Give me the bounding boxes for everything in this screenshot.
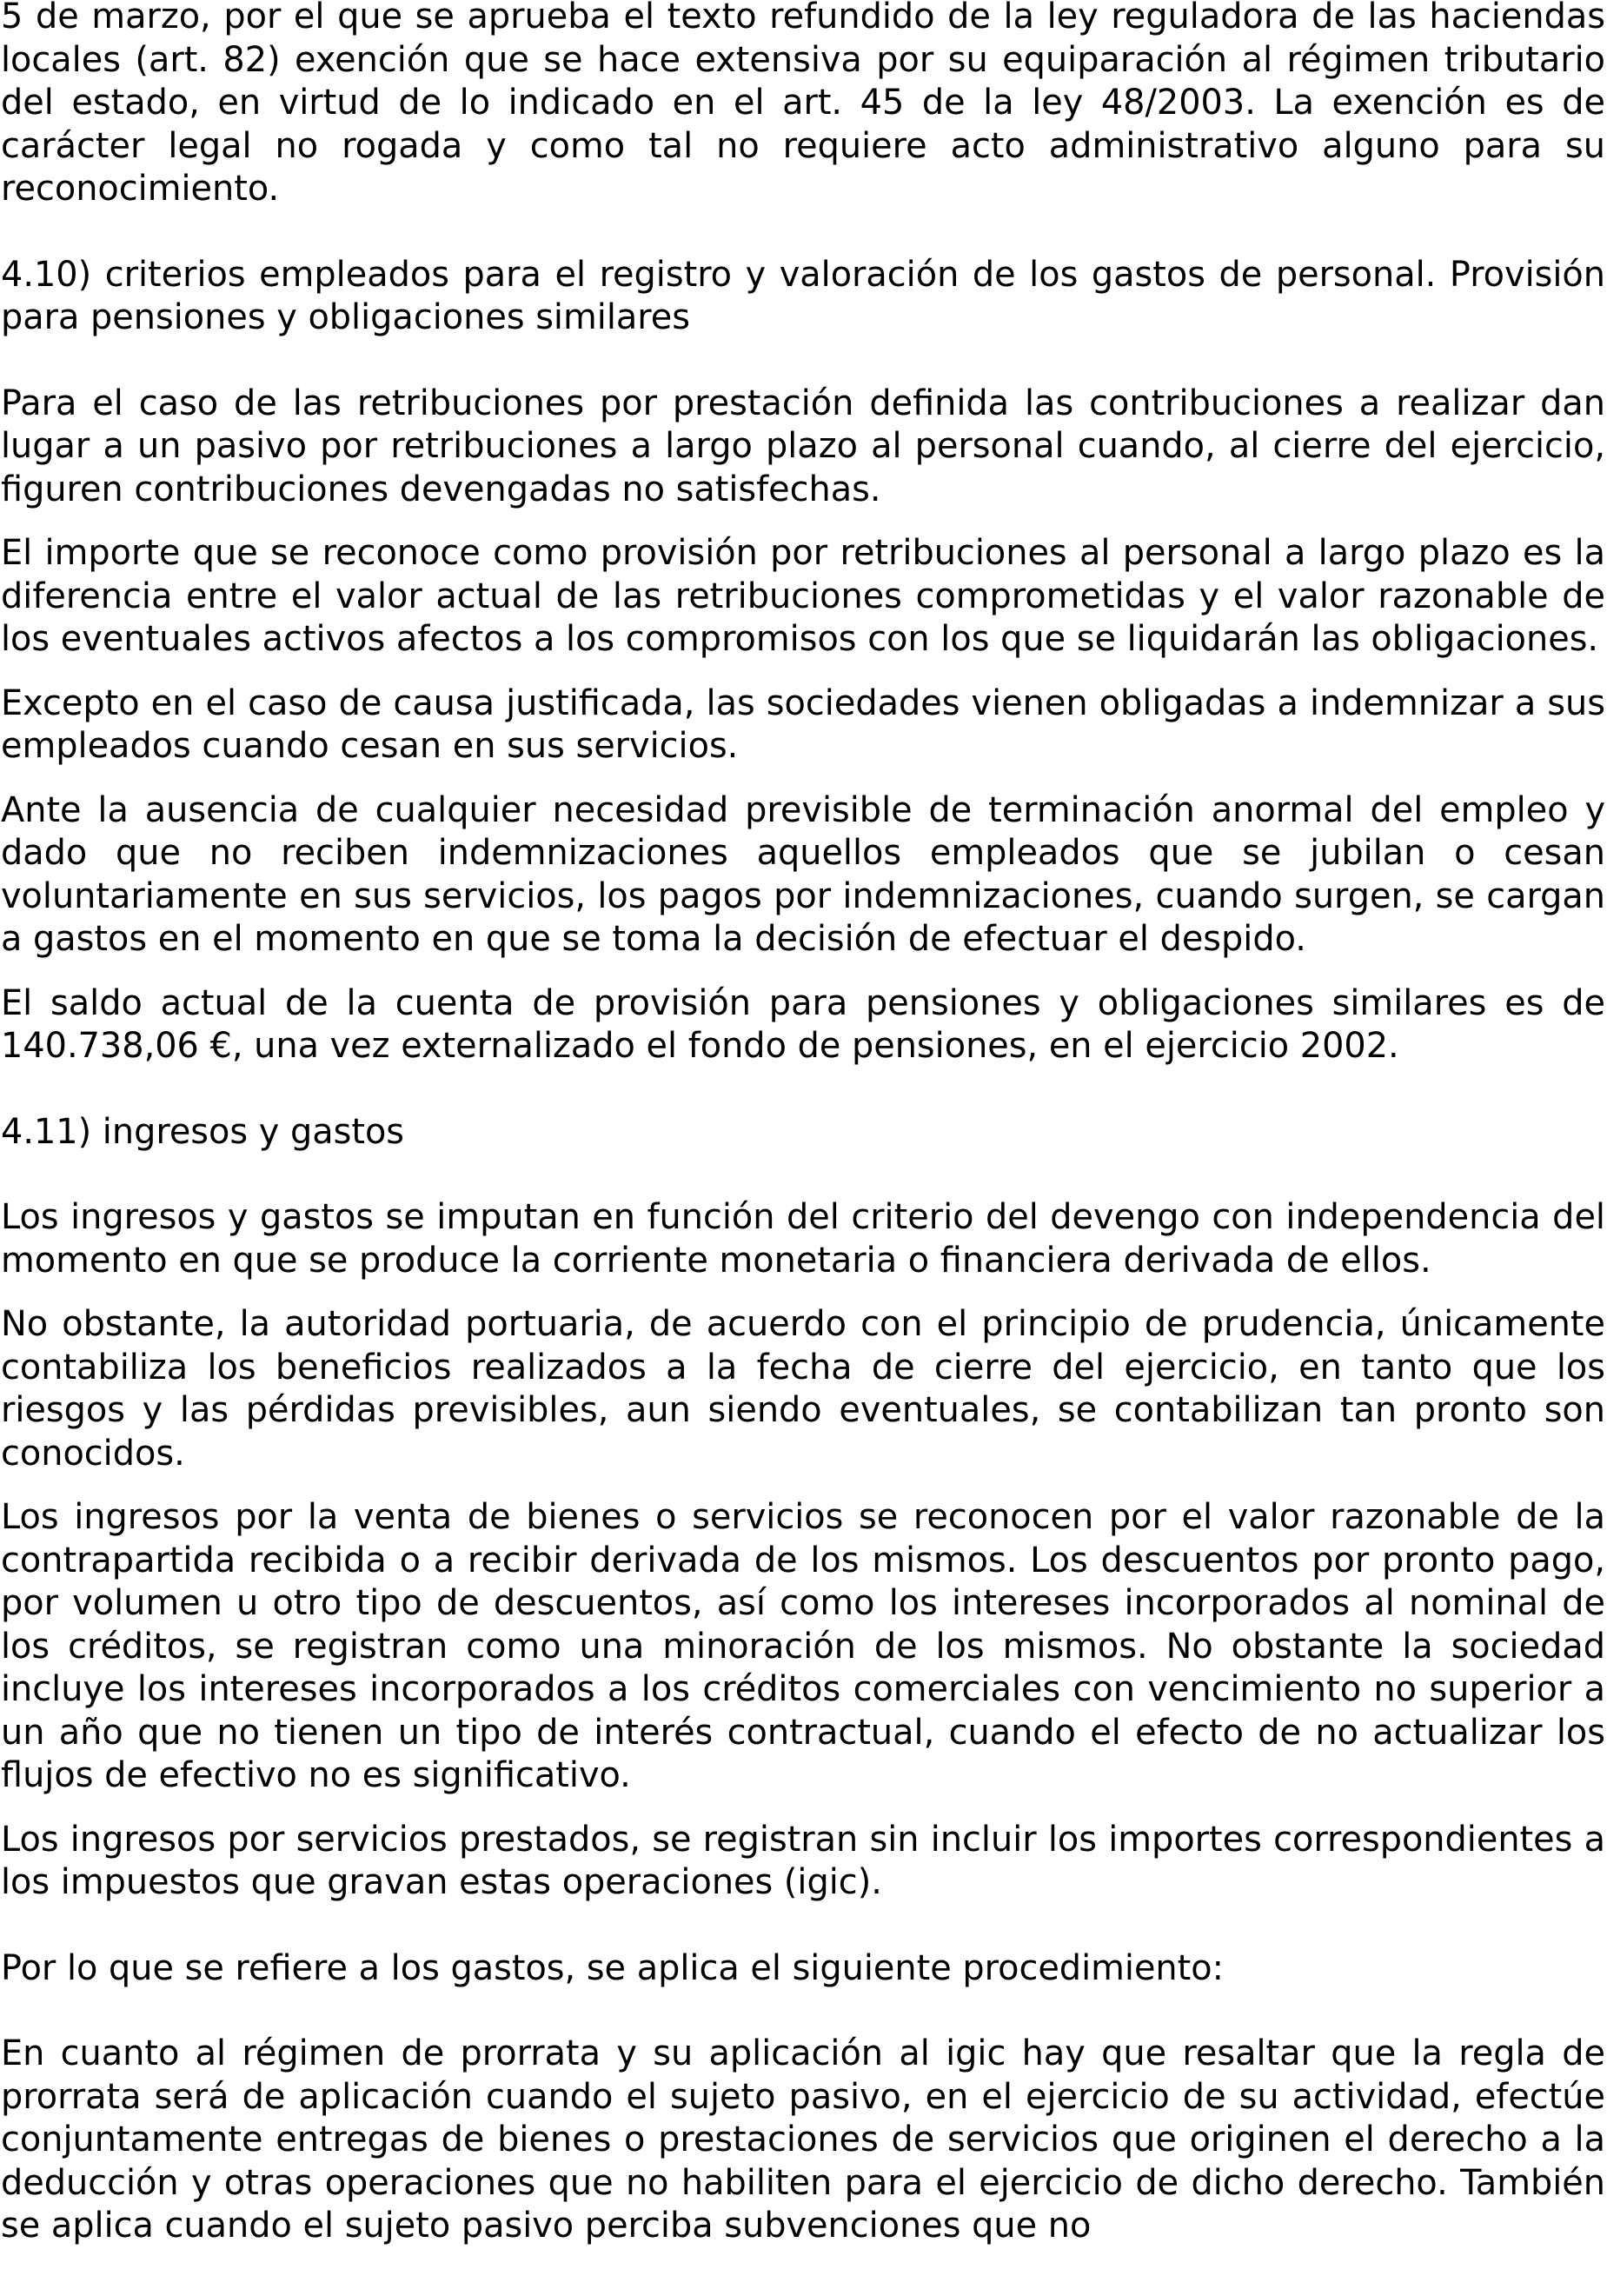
- spacer: [1, 511, 1605, 532]
- paragraph-indemnizaciones: Ante la ausencia de cualquier necesidad previsible de terminación anormal del empleo y dado que no reciben indemnizaciones aquellos empleados que se jubilan o cesan voluntariamente en sus servicios, los pagos por indemnizaciones, cuando surgen, se cargan a gastos en el momento en que se toma la decisión de efectuar el despido.: [1, 789, 1605, 959]
- spacer: [1, 962, 1605, 982]
- spacer: [1, 1282, 1605, 1303]
- spacer: [1, 1990, 1605, 2033]
- paragraph-venta-bienes-servicios: Los ingresos por la venta de bienes o servicios se reconocen por el valor razonable de la contrapartida recibida o a recibir derivada de los mismos. Los descuentos por pronto pago, por volumen u otro tipo de descuentos, así como los intereses incorporados al nominal de los créditos, se registran como una minoración de los mismos. No obstante la sociedad incluye los intereses incorporados a los créditos comerciales con vencimiento no superior a un año que no tienen un tipo de interés contractual, cuando el efecto de no actualizar los flujos de efectivo no es significativo.: [1, 1497, 1605, 1795]
- section-heading-4-11: 4.11) ingresos y gastos: [1, 1111, 405, 1152]
- spacer: [1, 769, 1605, 789]
- paragraph-regimen-prorrata: En cuanto al régimen de prorrata y su aplicación al igic hay que resaltar que la regla de prorrata será de aplicación cuando el sujeto pasivo, en el ejercicio de su actividad, efectúe conjuntamente entregas de bienes o prestaciones de servicios que originen el derecho a la deducción y otras operaciones que no habiliten para el ejercicio de dicho derecho. También se aplica cuando el sujeto pasivo perciba subvenciones que no: [1, 2033, 1605, 2246]
- spacer: [1, 1154, 1605, 1196]
- spacer: [1, 340, 1605, 383]
- spacer: [1, 1798, 1605, 1819]
- section-heading-4-10: 4.10) criterios empleados para el registro y valoración de los gastos de personal. Provisión para pensiones y obligaciones similares: [1, 254, 1605, 337]
- spacer: [1, 1068, 1605, 1111]
- paragraph-servicios-prestados: Los ingresos por servicios prestados, se registran sin incluir los importes correspondientes a los impuestos que gravan estas operaciones (igic).: [1, 1819, 1605, 1902]
- paragraph-procedimiento-gastos: Por lo que se refiere a los gastos, se aplica el siguiente procedimiento:: [1, 1947, 1225, 1988]
- paragraph-exencion-haciendas-locales: 5 de marzo, por el que se aprueba el texto refundido de la ley reguladora de las haciendas locales (art. 82) exención que se hace extensiva por su equiparación al régimen tributario del estado, en virtud de lo indicado en el art. 45 de la ley 48/2003. La exención es de carácter legal no rogada y como tal no requiere acto administrativo alguno para su reconocimiento.: [1, 0, 1605, 209]
- document-body: [1, 0, 1605, 2248]
- spacer: [1, 211, 1605, 254]
- paragraph-principio-prudencia: No obstante, la autoridad portuaria, de acuerdo con el principio de prudencia, únicamente contabiliza los beneficios realizados a la fecha de cierre del ejercicio, en tanto que los riesgos y las pérdidas previsibles, aun siendo eventuales, se contabilizan tan pronto son conocidos.: [1, 1304, 1605, 1474]
- spacer: [1, 1475, 1605, 1496]
- paragraph-saldo-provision: El saldo actual de la cuenta de provisión para pensiones y obligaciones similares es de 140.738,06 €, una vez externalizado el fondo de pensiones, en el ejercicio 2002.: [1, 982, 1605, 1066]
- paragraph-importe-provision: El importe que se reconoce como provisión por retribuciones al personal a largo plazo es la diferencia entre el valor actual de las retribuciones comprometidas y el valor razonable de los eventuales activos afectos a los compromisos con los que se liquidarán las obligaciones.: [1, 533, 1605, 659]
- paragraph-retribuciones-prestacion-definida: Para el caso de las retribuciones por prestación definida las contribuciones a realizar dan lugar a un pasivo por retribuciones a largo plazo al personal cuando, al cierre del ejercicio, figuren contribuciones devengadas no satisfechas.: [1, 383, 1605, 509]
- paragraph-causa-justificada: Excepto en el caso de causa justificada, las sociedades vienen obligadas a indemnizar a sus empleados cuando cesan en sus servicios.: [1, 682, 1605, 766]
- spacer: [1, 662, 1605, 682]
- spacer: [1, 1905, 1605, 1947]
- paragraph-criterio-devengo: Los ingresos y gastos se imputan en función del criterio del devengo con independencia del momento en que se produce la corriente monetaria o financiera derivada de ellos.: [1, 1197, 1605, 1281]
